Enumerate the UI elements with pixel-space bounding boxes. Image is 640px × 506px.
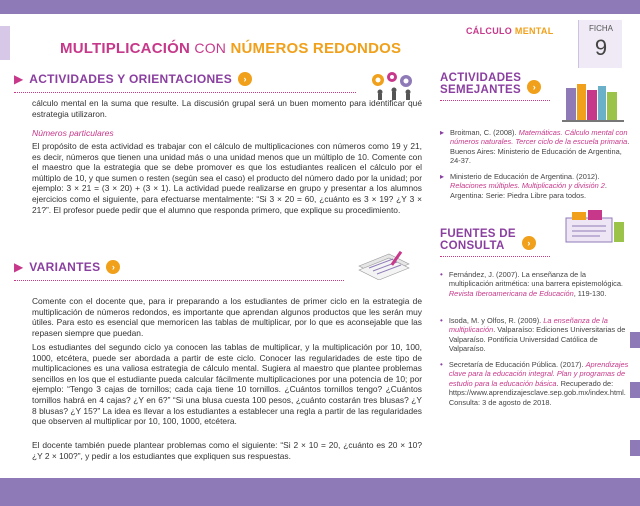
variantes-paragraph-2: Los estudiantes del segundo ciclo ya conocen las tablas de multiplicar, y la multiplicación por 10, 100, 1000, etcétera, puede ser abordada a partir de este ciclo. Conocer las regularidades de este tipo de multiplicaciones es una valiosa estrategia de cálculo mental. Sugiera al maestro que plantee problemas sencillos en los que el estudiante pueda calcular fácilmente multiplicaciones por una potencia de 10; por ejemplo: “Tengo 3 cajas de tornillos; cada caja tiene 10 tornillos. ¿Cuántos tornillos tengo? ¿Cuántos tornillos habrá en 4 cajas? ¿Y en 6?” “Si una blusa cuesta 100 pesos, ¿cuánto costarán tres blusas? ¿Y 8 blusas? ¿Y 15?” La idea es llevar a los estudiantes a establecer una regla a partir de las regularidades que observen al multiplicar por 10, 100, 1000, etcétera. [32, 342, 422, 427]
fuentes-heading: FUENTES DE CONSULTA › [440, 228, 630, 252]
gears-people-icon [368, 70, 420, 100]
variantes-paragraph-3: El docente también puede plantear problemas como el siguiente: “Si 2 × 10 = 20, ¿cuánto es 20 × 10? ¿Y 2 × 100?”, y pedir a los estudiantes que expliquen sus respuestas. [32, 440, 422, 461]
chevron-right-icon: › [522, 236, 536, 250]
section-label: CÁLCULO MENTAL [466, 26, 554, 36]
bullet-icon: ▸ [440, 128, 445, 137]
papers-stack-icon [355, 248, 413, 280]
variantes-heading: ▶ VARIANTES › [14, 260, 120, 274]
arrow-right-icon: ▶ [14, 260, 24, 274]
bottom-color-bar [0, 478, 640, 506]
page-title: MULTIPLICACIÓN CON NÚMEROS REDONDOS [60, 40, 402, 57]
reference-item: • Secretaría de Educación Pública. (2017). Aprendizajes clave para la educación integral. Plan y programas de estudio para la educación básica. Recuperado de: https://www.aprendizajesclave.sep.gob.mx/index.html. Consulta: 3 de agosto de 2018. [440, 360, 629, 407]
bullet-icon: • [440, 360, 443, 369]
bullet-icon: ▸ [440, 172, 445, 181]
reference-item: ▸ Ministerio de Educación de Argentina. (2012). Relaciones múltiples. Multiplicación y división 2. Argentina: Serie: Piedra Libre para todos. [440, 172, 607, 200]
divider [14, 280, 344, 281]
chevron-right-icon: › [106, 260, 120, 274]
edge-tab [630, 332, 640, 348]
semejantes-heading: ACTIVIDADES SEMEJANTES › [440, 72, 630, 96]
chevron-right-icon: › [238, 72, 252, 86]
actividades-heading: ▶ ACTIVIDADES Y ORIENTACIONES › [14, 72, 252, 86]
reference-item: • Isoda, M. y Olfos, R. (2009). La enseñanza de la multiplicación. Valparaíso: Ediciones Universitarias de Valparaíso. Pontificia Universidad Católica de Valparaíso. [440, 316, 626, 354]
divider [440, 100, 550, 101]
bullet-icon: • [440, 270, 443, 279]
divider [14, 92, 356, 93]
subheading: Números particulares [32, 128, 114, 138]
top-color-bar [0, 0, 640, 14]
actividades-paragraph-2: El propósito de esta actividad es trabajar con el cálculo de multiplicaciones con números como 19 y 21, es decir, números que tienen una unidad más o una unidad menos que un múltiplo de 10. Comente con el maestro que la estrategia que se debe promover es que los estudiantes realicen el cálculo por el múltiplo de 10, y que sumen o resten (según sea el caso) el producto del número dado por la unidad; por ejemplo: 3 × 21 = (3 × 20) + (3 × 1). La actividad puede realizarse en grupo y presentar a los alumnos ejercicios como el siguiente, para efectuarse mentalmente: “Si 3 × 20 = 60, ¿cuánto es 3 × 19? ¿Y 3 × 21?”. El profesor puede pedir que el alumno que responda primero, que explique su procedimiento. [32, 141, 422, 215]
edge-tab [630, 440, 640, 456]
actividades-paragraph-1: cálculo mental en la suma que resulte. La discusión grupal será un buen momento para identificar qué estrategia utilizaron. [32, 98, 422, 119]
folder-files-icon [560, 208, 630, 244]
bullet-icon: • [440, 316, 443, 325]
ficha-badge: FICHA 9 [578, 20, 622, 68]
books-icon [560, 80, 630, 122]
variantes-paragraph-1: Comente con el docente que, para ir preparando a los estudiantes de primer ciclo en la estrategia de multiplicación de números redondos, es importante que aprendan algunos productos que les serán muy útiles. Para esto es esencial que memoricen las tablas de multiplicar, por lo que es aconsejable que las repasen siempre que puedan. [32, 296, 422, 338]
divider [440, 256, 550, 257]
edge-tab [630, 382, 640, 398]
left-accent-stripe [0, 26, 10, 60]
chevron-right-icon: › [527, 80, 541, 94]
reference-item: • Fernández, J. (2007). La enseñanza de la multiplicación aritmética: una barrera epistemológica. Revista Iberoamericana de Educación, 119-130. [440, 270, 623, 298]
arrow-right-icon: ▶ [14, 72, 24, 86]
reference-item: ▸ Broitman, C. (2008). Matemáticas. Cálculo mental con números naturales. Tercer ciclo de la escuela primaria. Buenos Aires: Ministerio de Educación de Argentina, 24-37. [440, 128, 630, 166]
